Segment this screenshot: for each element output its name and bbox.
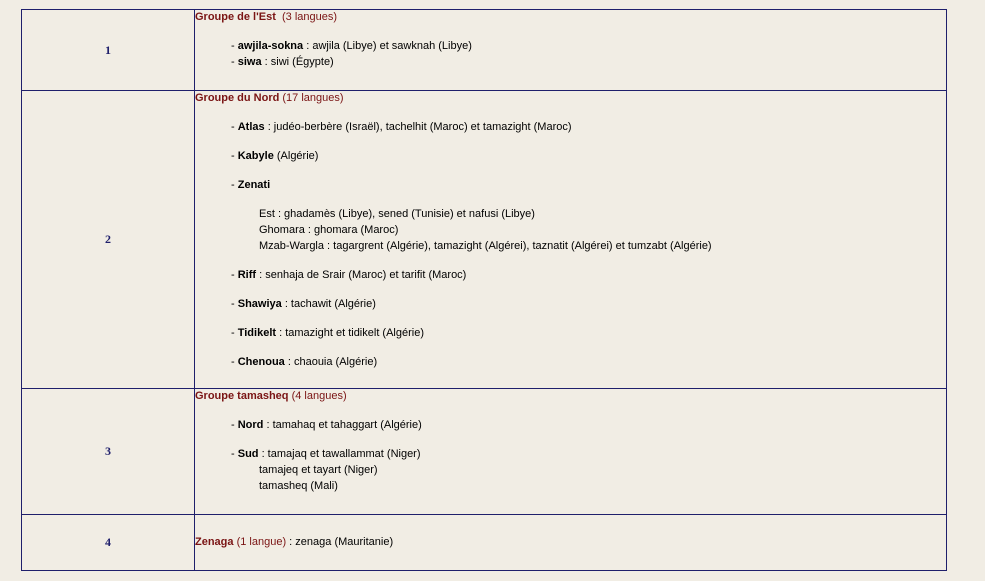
group-title <box>195 535 946 550</box>
row-number: 2 <box>22 91 195 389</box>
sub-item: tamajeq et tayart (Niger) <box>259 464 378 476</box>
group-count: (1 langue) <box>236 536 287 548</box>
table-row <box>22 91 947 389</box>
item-label: Kabyle <box>237 150 274 162</box>
row-content <box>195 515 947 571</box>
item-text: : zenaga (Mauritanie) <box>286 536 394 548</box>
item-text: : tamahaq et tahaggart (Algérie) <box>263 419 422 431</box>
item-label: Riff <box>237 269 257 281</box>
group-count: (17 langues) <box>282 92 344 104</box>
list-item: - siwa : siwi (Égypte) <box>231 56 334 68</box>
group-title <box>195 10 946 25</box>
list-item: - Shawiya : tachawit (Algérie) <box>231 298 376 310</box>
group-name: Groupe du Nord <box>195 92 280 104</box>
table-row <box>22 515 947 571</box>
sub-item: Est : ghadamès (Libye), sened (Tunisie) et nafusi (Libye) <box>259 208 535 220</box>
item-label: Chenoua <box>237 356 285 368</box>
item-text: : tachawit (Algérie) <box>281 298 376 310</box>
row-number: 4 <box>22 515 195 571</box>
item-label: awjila-sokna <box>237 40 304 52</box>
sub-item: Mzab-Wargla : tagargrent (Algérie), tamazight (Algérei), taznatit (Algérei) et tumzabt (Algérie) <box>259 240 712 252</box>
item-label: Atlas <box>237 121 265 133</box>
group-title <box>195 91 946 106</box>
item-text: : tamazight et tidikelt (Algérie) <box>276 327 424 339</box>
item-label: Tidikelt <box>237 327 277 339</box>
list-item: - Zenati <box>231 179 271 191</box>
group-name: Groupe de l'Est <box>195 11 276 23</box>
row-content <box>195 389 947 515</box>
group-title <box>195 389 946 404</box>
item-text: : judéo-berbère (Israël), tachelhit (Maroc) et tamazight (Maroc) <box>264 121 572 133</box>
item-text: : tamajaq et tawallammat (Niger) <box>258 448 421 460</box>
group-count: (4 langues) <box>291 390 347 402</box>
table-row <box>22 10 947 91</box>
group-name: Groupe tamasheq <box>195 390 289 402</box>
item-text: : senhaja de Srair (Maroc) et tarifit (Maroc) <box>256 269 467 281</box>
list-item: - Chenoua : chaouia (Algérie) <box>231 356 378 368</box>
row-number: 3 <box>22 389 195 515</box>
item-label: siwa <box>237 56 262 68</box>
sub-item: Ghomara : ghomara (Maroc) <box>259 224 399 236</box>
item-text: : siwi (Égypte) <box>261 56 334 68</box>
item-text: : awjila (Libye) et sawknah (Libye) <box>303 40 472 52</box>
list-item: - Atlas : judéo-berbère (Israël), tachelhit (Maroc) et tamazight (Maroc) <box>231 121 572 133</box>
item-label: Shawiya <box>237 298 282 310</box>
item-label: Sud <box>237 448 259 460</box>
group-count: (3 langues) <box>281 11 338 23</box>
languages-table <box>21 9 947 571</box>
sub-item: tamasheq (Mali) <box>259 480 338 492</box>
row-content <box>195 91 947 389</box>
list-item: - Kabyle (Algérie) <box>231 150 319 162</box>
item-text: (Algérie) <box>273 150 319 162</box>
row-content <box>195 10 947 91</box>
list-item: - Riff : senhaja de Srair (Maroc) et tarifit (Maroc) <box>231 269 467 281</box>
group-name: Zenaga <box>195 536 234 548</box>
list-item: - awjila-sokna : awjila (Libye) et sawknah (Libye) <box>231 40 472 52</box>
list-item: - Tidikelt : tamazight et tidikelt (Algérie) <box>231 327 424 339</box>
item-label: Zenati <box>237 179 271 191</box>
item-label: Nord <box>237 419 264 431</box>
list-item: - Sud : tamajaq et tawallammat (Niger) <box>231 448 421 460</box>
list-item: - Nord : tamahaq et tahaggart (Algérie) <box>231 419 422 431</box>
table-row <box>22 389 947 515</box>
item-text: : chaouia (Algérie) <box>284 356 378 368</box>
row-number: 1 <box>22 10 195 91</box>
